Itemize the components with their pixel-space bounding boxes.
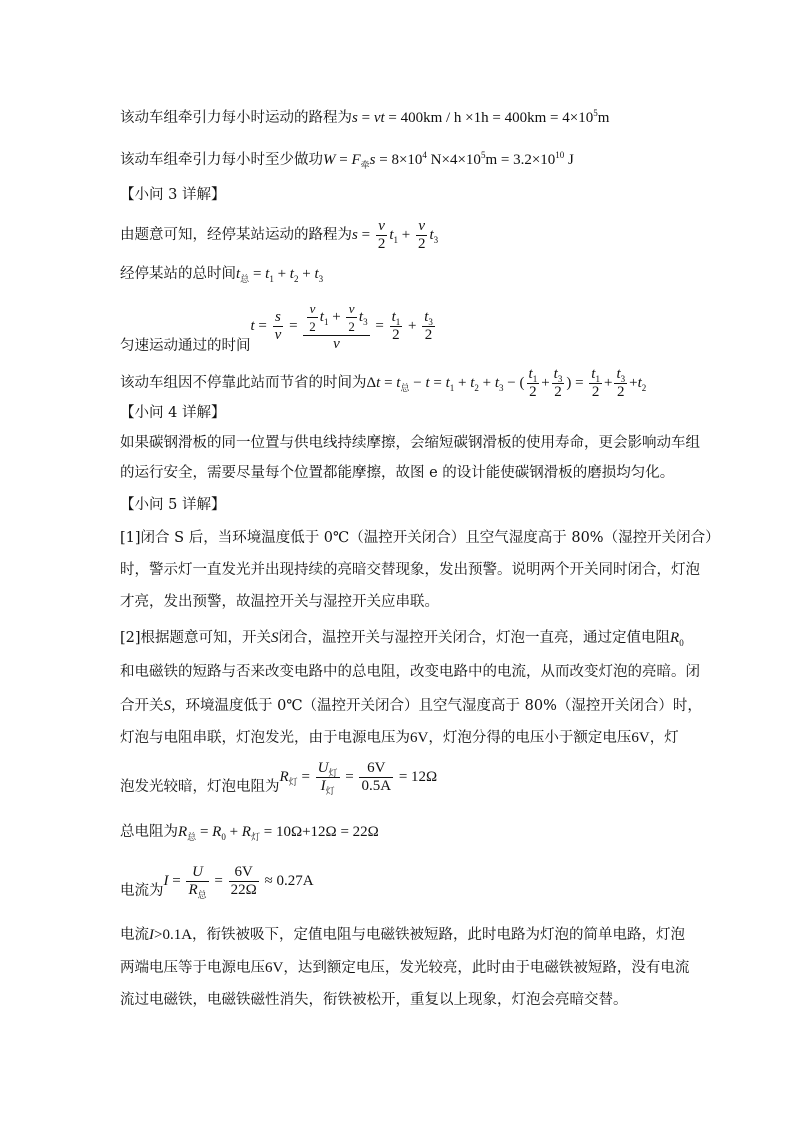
- paragraph-q5b-line4: 灯泡与电阻串联，灯泡发光，由于电源电压为6V，灯泡分得的电压小于额定电压6V，灯: [120, 730, 679, 746]
- equation-uniform-time: t = $\frac{s}{v}$ = $\frac{v}{2}$ $t_1$ + $\frac{v}{2}$ $t_3$ v = $\frac{t_1}{2}$ + $\frac{t_3}{2}$: [250, 301, 433, 352]
- equation-work: $W = F_牵s = 8\times 10^4$ $N\times 4\times 10^5m = 3.2\times 10^{10}$ J: [323, 150, 574, 170]
- equation-saved-time: $\Delta t = t_总 - t = t_1 + t_2 + t_3$ − ( $\frac{t_1}{2}$ + $\frac{t_3}{2}$ ) = $\frac{t_1}{2}$ + $\frac{t_3}{2}$ $+t_2$: [366, 366, 647, 400]
- line-current: 电流为I = $\frac{U}{R_总}$ = $\frac{6V}{22\Omega}$ ≈ 0.27A: [120, 864, 314, 900]
- equation-distance: s = vt = $400km / h \times 1h = 400km = 4\times 10^5m$: [352, 108, 610, 126]
- paragraph-final-line3: 流过电磁铁，电磁铁磁性消失，衔铁被松开，重复以上现象，灯泡会亮暗交替。: [120, 992, 628, 1008]
- heading-q4: 【小问 4 详解】: [120, 405, 226, 421]
- line-total-time: 经停某站的总时间$t_总 = t_1 + t_2 + t_3$: [120, 266, 324, 284]
- paragraph-q4-line2: 的运行安全，需要尽量每个位置都能摩擦，故图 e 的设计能使碳钢滑板的磨损均匀化。: [120, 465, 675, 481]
- line-work: [120, 150, 574, 170]
- line-total-resistance: 总电阻为$R_总 = R_0 + R_灯 = 10\Omega+12\Omega = 22\Omega$: [120, 824, 379, 842]
- paragraph-q5b-line5: 泡发光较暗，灯泡电阻为$R_灯$ = $\frac{U_灯}{I_灯}$ = $\frac{6V}{0.5A}$ = 12Ω: [120, 760, 438, 796]
- equation-total-time: $t_总 = t_1 + t_2 + t_3$: [236, 266, 324, 284]
- equation-current: I = $\frac{U}{R_总}$ = $\frac{6V}{22\Omega}$ ≈ 0.27A: [163, 864, 314, 900]
- line-distance: [120, 108, 609, 128]
- paragraph-q5b-line2: 和电磁铁的短路与否来改变电路中的总电阻，改变电路中的电流，从而改变灯泡的亮暗。闭: [120, 664, 700, 680]
- equation-total-resistance: $R_总 = R_0 + R_灯 = 10\Omega+12\Omega = 22\Omega$: [178, 824, 379, 842]
- paragraph-q5b-line3: 合开关S，环境温度低于 0℃（温控开关闭合）且空气湿度高于 80%（湿控开关闭合）时，: [120, 698, 702, 714]
- line-uniform-time: 匀速运动通过的时间t = $\frac{s}{v}$ = $\frac{v}{2}$ $t_1$ + $\frac{v}{2}$ $t_3$ v = $\frac{t_1}{2}$ + $\frac{t_3}{2}$: [120, 300, 437, 353]
- paragraph-q5-line2: 时，警示灯一直发光并出现持续的亮暗交替现象，发出预警。说明两个开关同时闭合，灯泡: [120, 562, 700, 578]
- line-saved-time: 该动车组因不停靠此站而节省的时间为$\Delta t = t_总 - t = t_1 + t_2 + t_3$ − ( $\frac{t_1}{2}$ + $\frac{t_3}{2}$ ) = $\frac{t_1}{2}$ + $\frac{t_3}{2}$ $+t_2$: [120, 366, 647, 400]
- heading-q5: 【小问 5 详解】: [120, 497, 226, 513]
- equation-lamp-resistance: $R_灯$ = $\frac{U_灯}{I_灯}$ = $\frac{6V}{0.5A}$ = 12Ω: [279, 760, 438, 796]
- paragraph-q4-line1: 如果碳钢滑板的同一位置与供电线持续摩擦，会缩短碳钢滑板的使用寿命，更会影响动车组: [120, 435, 700, 451]
- text: 该动车组牵引力每小时至少做功: [120, 152, 323, 168]
- equation-stop-distance: s = $\frac{v}{2}$ $t_1$ + $\frac{v}{2}$ $t_3$: [352, 218, 439, 252]
- paragraph-final-line2: 两端电压等于电源电压6V，达到额定电压，发光较亮，此时由于电磁铁被短路，没有电流: [120, 960, 690, 976]
- line-stop-distance: 由题意可知，经停某站运动的路程为s = $\frac{v}{2}$ $t_1$ + $\frac{v}{2}$ $t_3$: [120, 218, 439, 252]
- heading-q3: 【小问 3 详解】: [120, 187, 226, 203]
- paragraph-final-line1: 电流I>0.1A，衔铁被吸下，定值电阻与电磁铁被短路，此时电路为灯泡的简单电路，灯泡: [120, 927, 686, 943]
- paragraph-q5-line3: 才亮，发出预警，故温控开关与湿控开关应串联。: [120, 594, 439, 610]
- paragraph-q5b-line1: [2]根据题意可知，开关S闭合，温控开关与湿控开关闭合，灯泡一直亮，通过定值电阻$R_0$: [120, 630, 684, 648]
- paragraph-q5-line1: [1]闭合 S 后，当环境温度低于 0℃（温控开关闭合）且空气湿度高于 80%（湿控开关闭合）: [120, 530, 720, 546]
- text: 该动车组牵引力每小时运动的路程为: [120, 110, 352, 126]
